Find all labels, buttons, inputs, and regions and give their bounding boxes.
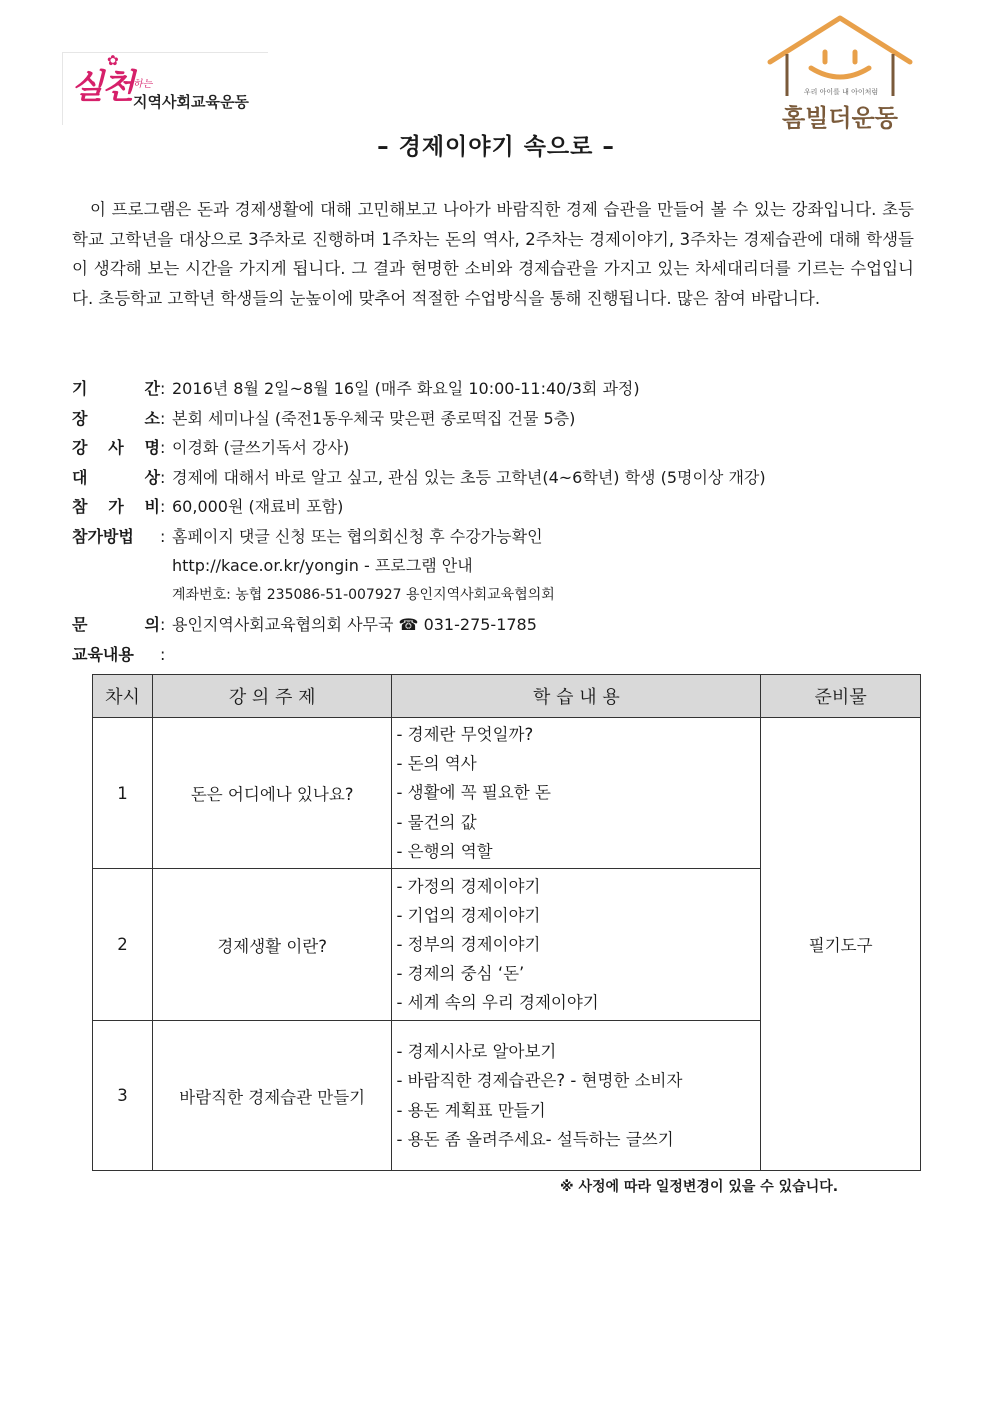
logo-right-name: 홈빌더운동 [782, 104, 898, 132]
logo-small-text: 하는 [133, 79, 153, 90]
info-target: 대 상 : 경제에 대해서 바로 알고 싶고, 관심 있는 초등 고학년(4~6학년) 학생 (5명이상 개강) [72, 463, 942, 493]
logo-script: 실천 [71, 67, 133, 107]
session-topic: 돈은 어디에나 있나요? [152, 718, 392, 869]
info-label: 참 가 비 [72, 497, 160, 516]
info-value: 용인지역사회교육협의회 사무국 ☎ 031-275-1785 [172, 615, 537, 634]
info-content: 교육내용 : [72, 640, 942, 670]
info-value: 2016년 8월 2일~8월 16일 (매주 화요일 10:00-11:40/3회 과정) [172, 379, 640, 398]
session-items [392, 869, 761, 1021]
intro-paragraph: 이 프로그램은 돈과 경제생활에 대해 고민해보고 나아가 바람직한 경제 습관을 만들어 볼 수 있는 강좌입니다. 초등학교 고학년을 대상으로 3주차로 진행하며 1주차는 돈의 역사, 2주차는 경제이야기, 3주차는 경제습관에 대해 학생들이 생각해 보는 시간을 가지게 됩니다. 그 결과 현명한 소비와 경제습관을 가지고 있는 차세대리더를 기르는 수업입니다. 초등학교 고학년 학생들의 눈높이에 맞추어 적절한 수업방식을 통해 진행됩니다. 많은 참여 바랍니다. [72, 200, 914, 308]
info-label: 교육내용 [72, 644, 134, 664]
list-item: - 돈의 역사 [396, 754, 477, 774]
info-fee: 참 가 비 : 60,000원 (재료비 포함) [72, 492, 942, 522]
info-label: 참가방법 [72, 526, 134, 546]
info-label: 강 사 명 [72, 438, 160, 457]
table-row [93, 718, 921, 869]
list-item: - 가정의 경제이야기 [396, 876, 541, 896]
page-title: – 경제이야기 속으로 – [377, 134, 615, 160]
list-item: - 기업의 경제이야기 [396, 905, 541, 925]
logo-right [765, 14, 915, 132]
info-label: 문 의 [72, 615, 160, 634]
info-value: 홈페이지 댓글 신청 또는 협의회신청 후 수강가능확인 [172, 526, 543, 546]
info-label: 기 간 [72, 379, 160, 398]
session-items [392, 1021, 761, 1171]
info-label: 대 상 [72, 467, 160, 487]
info-lecturer: 강 사 명 : 이경화 (글쓰기독서 강사) [72, 433, 942, 463]
schedule-note: ※ 사정에 따라 일정변경이 있을 수 있습니다. [560, 1179, 839, 1195]
info-inquiry: 문 의 : 용인지역사회교육협의회 사무국 ☎ 031-275-1785 [72, 610, 942, 640]
table-header-row [93, 675, 921, 718]
list-item: - 정부의 경제이야기 [396, 934, 541, 954]
list-item: - 용돈 계획표 만들기 [396, 1100, 546, 1120]
info-value: 60,000원 (재료비 포함) [172, 497, 344, 516]
header-topic: 강 의 주 제 [152, 675, 392, 718]
list-item: - 경제의 중심 ‘돈’ [396, 964, 525, 984]
info-value: 본회 세미나실 (죽전1동우체국 맞은편 종로떡집 건물 5층) [172, 408, 576, 428]
list-item: - 경제란 무엇일까? [396, 725, 534, 744]
info-period: 기 간 : 2016년 8월 2일~8월 16일 (매주 화요일 10:00-11:40/3회 과정) [72, 374, 942, 404]
info-label: 장 소 [72, 408, 160, 428]
list-item: - 용돈 좀 올려주세요- 설득하는 글쓰기 [396, 1129, 674, 1149]
info-value: 이경화 (글쓰기독서 강사) [172, 438, 350, 457]
account-info: 계좌번호: 농협 235086-51-007927 용인지역사회교육협의회 [172, 586, 555, 603]
logo-left [62, 52, 268, 125]
list-item: - 생활에 꼭 필요한 돈 [396, 783, 551, 803]
info-value: 경제에 대해서 바로 알고 싶고, 관심 있는 초등 고학년(4~6학년) 학생 (5명이상 개강) [172, 467, 766, 487]
session-number: 3 [93, 1021, 153, 1171]
session-topic: 경제생활 이란? [152, 869, 392, 1021]
list-item: - 경제시사로 알아보기 [396, 1042, 557, 1062]
website-link[interactable]: http://kace.or.kr/yongin - 프로그램 안내 [172, 556, 473, 575]
logo-tagline: 우리 아이를 내 아이처럼 [803, 88, 879, 96]
supplies-cell: 필기도구 [761, 718, 921, 1171]
house-smile-icon [765, 14, 915, 96]
list-item: - 세계 속의 우리 경제이야기 [396, 993, 599, 1013]
session-number: 1 [93, 718, 153, 869]
info-section [72, 374, 942, 669]
session-topic: 바람직한 경제습관 만들기 [152, 1021, 392, 1171]
header-supplies: 준비물 [761, 675, 921, 718]
info-place: 장 소 : 본회 세미나실 (죽전1동우체국 맞은편 종로떡집 건물 5층) [72, 404, 942, 434]
session-number: 2 [93, 869, 153, 1021]
curriculum-table [92, 674, 921, 1171]
list-item: - 은행의 역할 [396, 841, 493, 861]
info-method: 참가방법 : 홈페이지 댓글 신청 또는 협의회신청 후 수강가능확인 [72, 522, 942, 552]
logo-name: 지역사회교육운동 [133, 93, 249, 111]
session-items [392, 718, 761, 869]
list-item: - 물건의 값 [396, 812, 477, 832]
header-content: 학 습 내 용 [392, 675, 761, 718]
header-session: 차시 [93, 675, 153, 718]
list-item: - 바람직한 경제습관은? - 현명한 소비자 [396, 1071, 683, 1091]
flower-icon: ✿ [107, 53, 119, 69]
